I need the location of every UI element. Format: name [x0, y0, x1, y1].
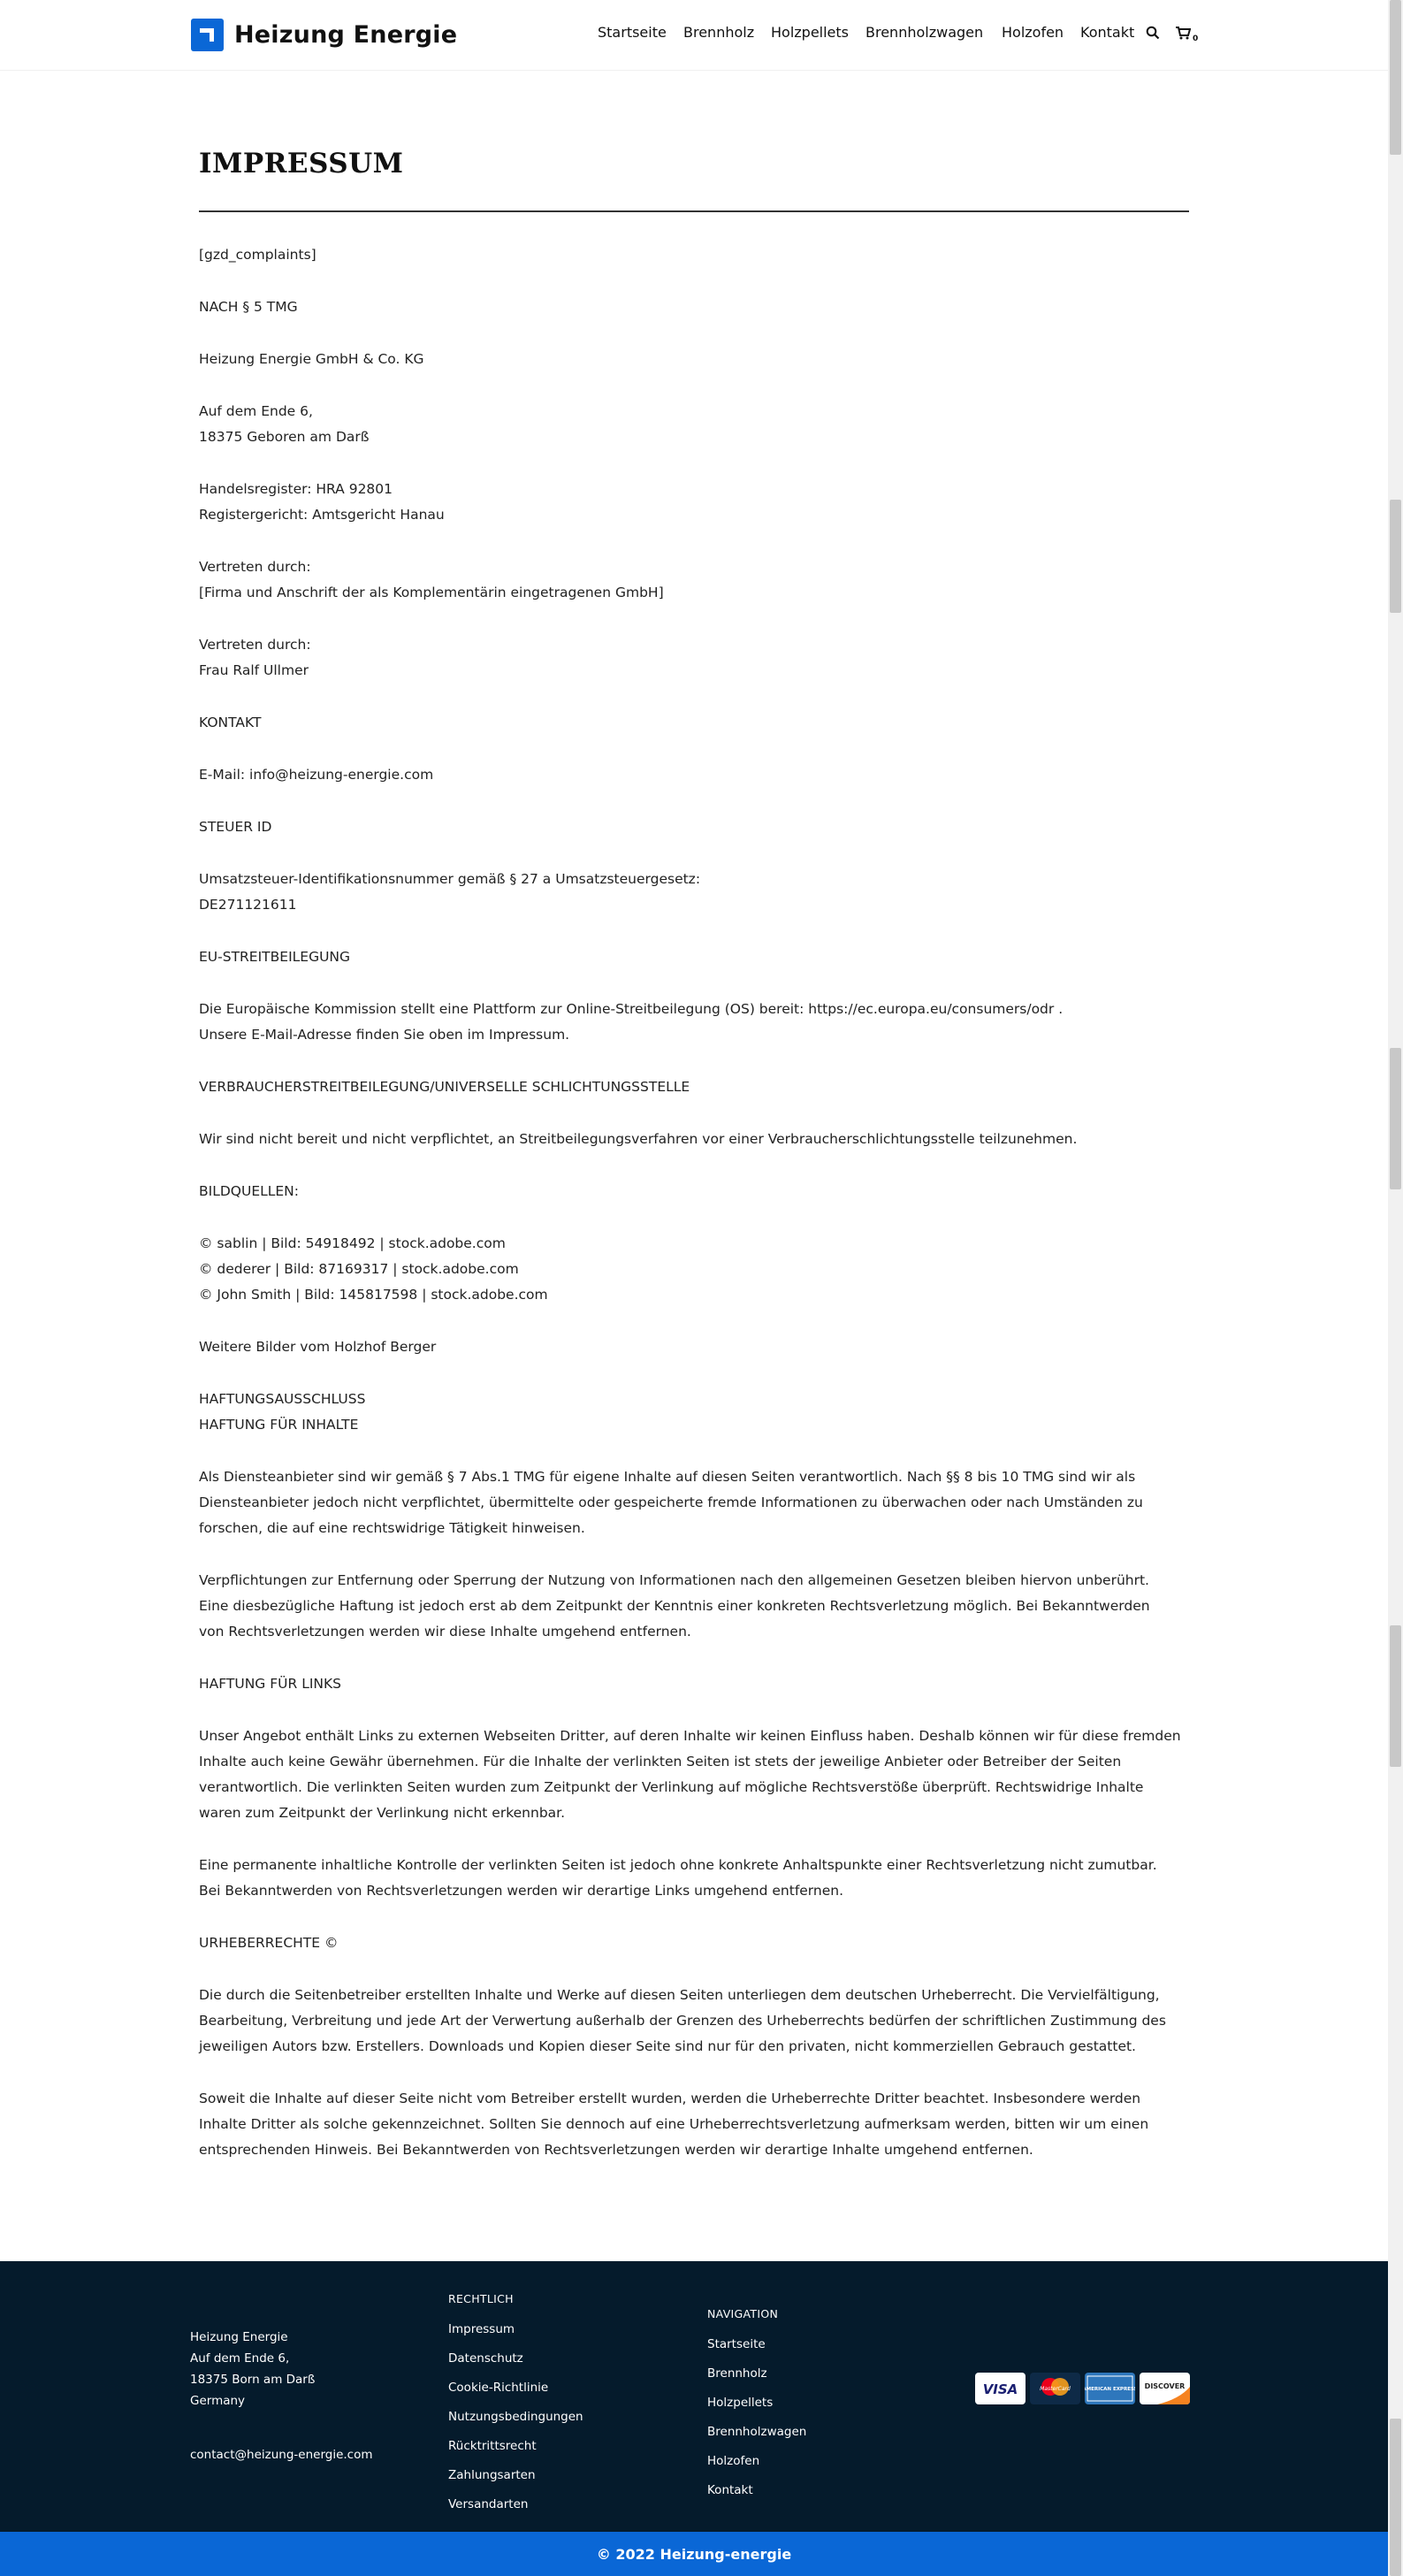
search-icon[interactable] [1146, 26, 1160, 43]
text-line: Unser Angebot enthält Links zu externen Webseiten Dritter, auf deren Inhalte wir keinen Einfluss haben. Deshalb können wir für diese fremden [199, 1728, 1181, 1744]
scrollbar-track-segment[interactable] [1390, 1048, 1401, 1189]
text-line: Frau Ralf Ullmer [199, 662, 309, 678]
visa-label: VISA [982, 2381, 1018, 2397]
footer-street: Auf dem Ende 6, [190, 2351, 290, 2366]
nav-holzofen[interactable]: Holzofen [1002, 24, 1064, 41]
text-line: Auf dem Ende 6, [199, 403, 313, 419]
text-line: Vertreten durch: [199, 559, 311, 575]
text-line: Registergericht: Amtsgericht Hanau [199, 507, 445, 523]
nav-holzpellets[interactable]: Holzpellets [771, 24, 850, 41]
text-line: © John Smith | Bild: 145817598 | stock.adobe.com [199, 1287, 548, 1303]
nav-kontakt[interactable]: Kontakt [1080, 24, 1135, 41]
text-line: Weitere Bilder vom Holzhof Berger [199, 1339, 437, 1355]
page-scrollbar[interactable] [1388, 0, 1403, 2576]
nav-brennholzwagen[interactable]: Brennholzwagen [865, 24, 984, 41]
amex-card-icon [1085, 2373, 1135, 2404]
text-line: Eine permanente inhaltliche Kontrolle der verlinkten Seiten ist jedoch ohne konkrete Anhaltspunkte einer Rechtsverletzung nicht zumutbar. [199, 1857, 1157, 1873]
text-line: 18375 Geboren am Darß [199, 429, 370, 445]
footer-nav-holzpellets[interactable]: Holzpellets [707, 2396, 774, 2410]
text-line: forschen, die auf eine rechtswidrige Tätigkeit hinweisen. [199, 1520, 585, 1536]
footer-company: Heizung Energie [190, 2330, 288, 2344]
mastercard-card-icon [1030, 2373, 1080, 2404]
text-line: Inhalte auch keine Gewähr übernehmen. Für die Inhalte der verlinkten Seiten ist stets der jeweilige Anbieter oder Betreiber der Seiten [199, 1754, 1122, 1770]
text-line: jeweiligen Autors bzw. Erstellers. Downloads und Kopien dieser Seite sind nur für den privaten, nicht kommerziellen Gebrauch gestattet. [199, 2038, 1136, 2054]
section-heading: KONTAKT [199, 715, 262, 730]
footer-country: Germany [190, 2394, 246, 2408]
footer-nav-brennholzwagen[interactable]: Brennholzwagen [707, 2425, 807, 2439]
text-line: [gzd_complaints] [199, 247, 316, 263]
text-line: [Firma und Anschrift der als Komplementärin eingetragenen GmbH] [199, 585, 664, 600]
text-line: Inhalte Dritter als solche gekennzeichnet. Sollten Sie dennoch auf eine Urheberrechtsverletzung aufmerksam werden, bitten wir um einen [199, 2116, 1149, 2132]
text-line: Unsere E-Mail-Adresse finden Sie oben im Impressum. [199, 1027, 570, 1043]
section-heading: URHEBERRECHTE © [199, 1935, 339, 1951]
text-line: © sablin | Bild: 54918492 | stock.adobe.com [199, 1235, 506, 1251]
text-line: Verpflichtungen zur Entfernung oder Sperrung der Nutzung von Informationen nach den allgemeinen Gesetzen bleiben hiervon unberührt. [199, 1572, 1149, 1588]
text-line: Soweit die Inhalte auf dieser Seite nicht vom Betreiber erstellt wurden, werden die Urheberrechte Dritter beachtet. Insbesondere werden [199, 2091, 1141, 2106]
footer-link-ruecktrittsrecht[interactable]: Rücktrittsrecht [448, 2439, 537, 2453]
footer-link-impressum[interactable]: Impressum [448, 2322, 515, 2336]
footer-legal-heading: RECHTLICH [448, 2292, 514, 2305]
text-line: E-Mail: info@heizung-energie.com [199, 767, 434, 783]
nav-brennholz[interactable]: Brennholz [683, 24, 755, 41]
page-content [199, 141, 1189, 2158]
footer-nav-kontakt[interactable]: Kontakt [707, 2483, 753, 2497]
footer-link-zahlungsarten[interactable]: Zahlungsarten [448, 2468, 536, 2482]
mastercard-label: MasterCard [1040, 2386, 1071, 2392]
copyright-text: © 2022 Heizung-energie [596, 2546, 792, 2563]
section-heading: HAFTUNG FÜR LINKS [199, 1676, 342, 1692]
amex-label: AMERICAN EXPRESS [1085, 2387, 1135, 2392]
section-heading: HAFTUNG FÜR INHALTE [199, 1417, 359, 1433]
text-line: Vertreten durch: [199, 637, 311, 653]
discover-card-icon [1140, 2373, 1190, 2404]
footer-nav-heading: NAVIGATION [707, 2307, 779, 2320]
footer-nav-startseite[interactable]: Startseite [707, 2337, 766, 2351]
visa-card-icon [975, 2373, 1026, 2404]
text-line: DE271121611 [199, 897, 297, 913]
scrollbar-thumb[interactable] [1390, 1625, 1401, 1767]
section-heading: NACH § 5 TMG [199, 299, 298, 315]
text-line: waren zum Zeitpunkt der Verlinkung nicht erkennbar. [199, 1805, 566, 1821]
text-line: Bearbeitung, Verbreitung und jede Art der Verwertung außerhalb der Grenzen des Urheberrechts bedürfen der schriftlichen Zustimmung des [199, 2013, 1166, 2029]
logo-icon [191, 19, 224, 51]
scrollbar-track-segment[interactable] [1390, 2419, 1401, 2576]
text-line: © dederer | Bild: 87169317 | stock.adobe.com [199, 1261, 519, 1277]
title-divider [199, 210, 1189, 212]
section-heading: HAFTUNGSAUSSCHLUSS [199, 1391, 366, 1407]
page-title: IMPRESSUM [199, 148, 404, 180]
discover-label: DISCOVER [1144, 2382, 1186, 2390]
text-line: Handelsregister: HRA 92801 [199, 481, 393, 497]
text-line: entsprechenden Hinweis. Bei Bekanntwerden von Rechtsverletzungen werden wir derartige Inhalte umgehend entfernen. [199, 2142, 1033, 2158]
scrollbar-track-segment[interactable] [1390, 500, 1401, 613]
section-heading: BILDQUELLEN: [199, 1183, 299, 1199]
site-header [0, 0, 1388, 71]
section-heading: VERBRAUCHERSTREITBEILEGUNG/UNIVERSELLE SCHLICHTUNGSSTELLE [199, 1079, 690, 1095]
footer-city: 18375 Born am Darß [190, 2373, 316, 2387]
cart-icon[interactable] [1175, 26, 1191, 43]
footer-link-nutzungsbedingungen[interactable]: Nutzungsbedingungen [448, 2410, 583, 2424]
text-line: Heizung Energie GmbH & Co. KG [199, 351, 424, 367]
section-heading: EU-STREITBEILEGUNG [199, 949, 351, 965]
footer-nav-holzofen[interactable]: Holzofen [707, 2454, 760, 2468]
text-line: Wir sind nicht bereit und nicht verpflichtet, an Streitbeilegungsverfahren vor einer Verbraucherschlichtungsstelle teilzunehmen. [199, 1131, 1078, 1147]
footer-link-versandarten[interactable]: Versandarten [448, 2497, 529, 2511]
text-line: Diensteanbieter jedoch nicht verpflichtet, übermittelte oder gespeicherte fremde Informationen zu überwachen oder nach Umständen zu [199, 1494, 1143, 1510]
text-line: Umsatzsteuer-Identifikationsnummer gemäß § 27 a Umsatzsteuergesetz: [199, 871, 701, 887]
cart-count: 0 [1193, 34, 1199, 43]
logo[interactable] [191, 19, 457, 51]
text-line: Als Diensteanbieter sind wir gemäß § 7 Abs.1 TMG für eigene Inhalte auf diesen Seiten verantwortlich. Nach §§ 8 bis 10 TMG sind wir als [199, 1469, 1136, 1485]
footer-link-cookie[interactable]: Cookie-Richtlinie [448, 2381, 549, 2395]
text-line: Eine diesbezügliche Haftung ist jedoch erst ab dem Zeitpunkt der Kenntnis einer konkreten Rechtsverletzung möglich. Bei Bekanntwerden [199, 1598, 1150, 1614]
text-line: Die durch die Seitenbetreiber erstellten Inhalte und Werke auf diesen Seiten unterliegen dem deutschen Urheberrecht. Die Vervielfältigung, [199, 1987, 1160, 2003]
text-line: Die Europäische Kommission stellt eine Plattform zur Online-Streitbeilegung (OS) bereit: https://ec.europa.eu/consumers/odr . [199, 1001, 1064, 1017]
copyright-bar [0, 2532, 1388, 2576]
footer-nav-brennholz[interactable]: Brennholz [707, 2366, 767, 2381]
nav-startseite[interactable]: Startseite [598, 24, 667, 41]
footer-link-datenschutz[interactable]: Datenschutz [448, 2351, 523, 2366]
brand-name: Heizung Energie [234, 21, 458, 49]
scrollbar-track-segment[interactable] [1390, 0, 1401, 155]
footer-email-link[interactable]: contact@heizung-energie.com [190, 2448, 373, 2462]
text-line: Bei Bekanntwerden von Rechtsverletzungen werden wir derartige Links umgehend entfernen. [199, 1883, 844, 1899]
text-line: von Rechtsverletzungen werden wir diese Inhalte umgehend entfernen. [199, 1624, 691, 1640]
section-heading: STEUER ID [199, 819, 272, 835]
text-line: verantwortlich. Die verlinkten Seiten wurden zum Zeitpunkt der Verlinkung auf mögliche Rechtsverstöße überprüft. Rechtswidrige Inhalte [199, 1779, 1144, 1795]
